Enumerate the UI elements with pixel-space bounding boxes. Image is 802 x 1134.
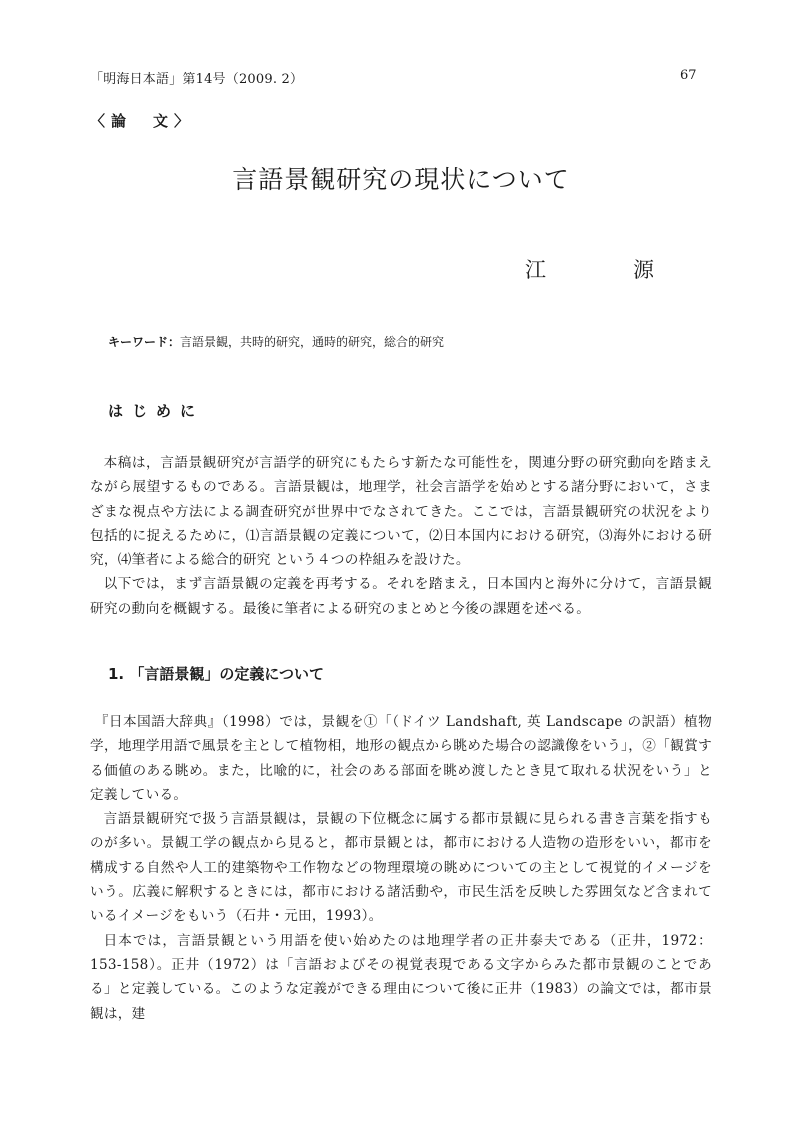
intro-body: [90, 451, 712, 621]
paper-title: 言語景観研究の現状について: [232, 165, 570, 194]
paragraph: 以下では，まず言語景観の定義を再考する。それを踏まえ，日本国内と海外に分けて，言語景観研究の動向を概観する。最後に筆者による研究のまとめと今後の課題を述べる。: [90, 576, 712, 617]
section1-body: [90, 710, 712, 1026]
journal-header: 「明海日本語」第14号（2009. 2）: [90, 72, 304, 87]
author-name: [525, 254, 654, 284]
section-heading-intro: はじめに: [108, 402, 205, 420]
keywords-label: キーワード：: [108, 335, 181, 349]
section-heading-1: 1. 「言語景観」の定義について: [108, 665, 325, 683]
keywords-text: 言語景観，共時的研究，通時的研究，総合的研究: [180, 335, 445, 349]
author-family: 源: [633, 258, 654, 282]
page-number: 67: [680, 68, 697, 83]
article-category: 〈論 文〉: [90, 112, 196, 130]
author-given: 江: [525, 258, 546, 282]
paragraph: 本稿は，言語景観研究が言語学的研究にもたらす新たな可能性を，関連分野の研究動向を踏まえながら展望するものである。言語景観は，地理学，社会言語学を始めとする諸分野において，さまざまな視点や方法による調査研究が世界中でなされてきた。ここでは，言語景観研究の状況をより包括的に捉えるために，⑴言語景観の定義について，⑵日本国内における研究，⑶海外における研究，⑷筆者による総合的研究 という４つの枠組みを設けた。: [90, 455, 712, 569]
paragraph: 日本では，言語景観という用語を使い始めたのは地理学者の正井泰夫である（正井，1972：153-158）。正井（1972）は「言語およびその視覚表現である文字からみた都市景観のことである」と定義している。このような定義ができる理由について後に正井（1983）の論文では，都市景観は，建: [90, 932, 712, 1022]
keywords: [108, 333, 444, 350]
paragraph: 『日本国語大辞典』（1998）では，景観を①「（ドイツ Landshaft, 英 Landscape の訳語）植物学，地理学用語で風景を主として植物相，地形の観点から眺めた場合の認識像をいう」，②「観賞する価値のある眺め。また，比喩的に，社会のある部面を眺め渡したとき見て取れる状況をいう」と定義している。: [90, 714, 712, 803]
paragraph: 言語景観研究で扱う言語景観は，景観の下位概念に属する都市景観に見られる書き言葉を指すものが多い。景観工学の観点から見ると，都市景観とは，都市における人造物の造形をいい，都市を構成する自然や人工的建築物や工作物などの物理環境の眺めについての主として視覚的イメージをいう。広義に解釈するときには，都市における諸活動や，市民生活を反映した雰囲気など含まれているイメージをもいう（石井・元田，1993）。: [90, 811, 712, 925]
